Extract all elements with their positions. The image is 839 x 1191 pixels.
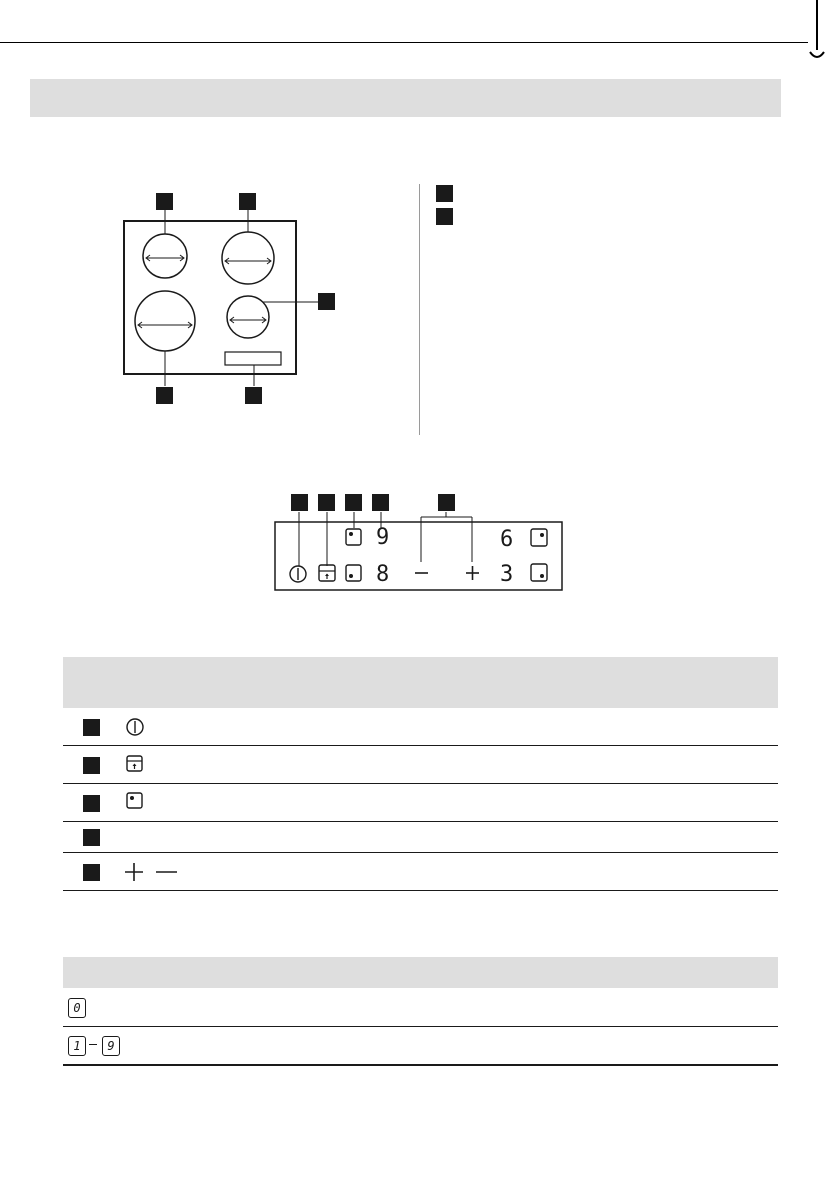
control-panel-frame xyxy=(275,522,562,590)
table-row xyxy=(63,853,778,891)
row-number-2 xyxy=(83,757,100,774)
panel-callout-4 xyxy=(372,494,389,511)
table-row xyxy=(63,708,778,746)
display-table xyxy=(63,957,778,1066)
display-digit-top-right: 6 xyxy=(500,527,514,552)
panel-callout-1 xyxy=(291,494,308,511)
plus-minus-icon xyxy=(123,863,181,881)
zone-select-icon-bottom-right xyxy=(531,564,547,581)
row-number-5 xyxy=(83,864,100,881)
lock-icon xyxy=(319,565,335,581)
on-off-icon xyxy=(125,717,145,737)
sensor-field-table xyxy=(63,657,778,891)
row-number-1 xyxy=(83,719,100,736)
on-off-icon xyxy=(290,566,306,582)
panel-callout-2 xyxy=(318,494,335,511)
cooking-zone-icon xyxy=(126,792,144,810)
table-row xyxy=(63,988,778,1027)
table-row xyxy=(63,822,778,853)
row-number-4 xyxy=(83,829,100,846)
digit-box-9: 9 xyxy=(102,1036,120,1056)
table-row xyxy=(63,784,778,822)
zone-select-icon-top-left xyxy=(346,529,361,545)
digit-box-0: 0 xyxy=(68,998,86,1018)
zone-select-icon-bottom-left xyxy=(346,565,361,581)
zone-select-icon-top-right xyxy=(531,529,547,546)
display-digit-top-left: 9 xyxy=(376,525,390,550)
lock-icon xyxy=(126,755,144,773)
table-row xyxy=(63,746,778,784)
display-digit-bottom-right: 3 xyxy=(500,562,514,587)
sensor-table-header xyxy=(63,657,778,708)
table-row xyxy=(63,1027,778,1066)
panel-callout-3 xyxy=(345,494,362,511)
panel-callout-5 xyxy=(438,494,455,511)
display-digit-bottom-left: 8 xyxy=(376,562,390,587)
display-table-header xyxy=(63,957,778,988)
digit-box-1: 1 xyxy=(68,1036,86,1056)
row-number-3 xyxy=(83,795,100,812)
range-dash xyxy=(89,1044,97,1045)
plus-icon xyxy=(466,566,479,580)
